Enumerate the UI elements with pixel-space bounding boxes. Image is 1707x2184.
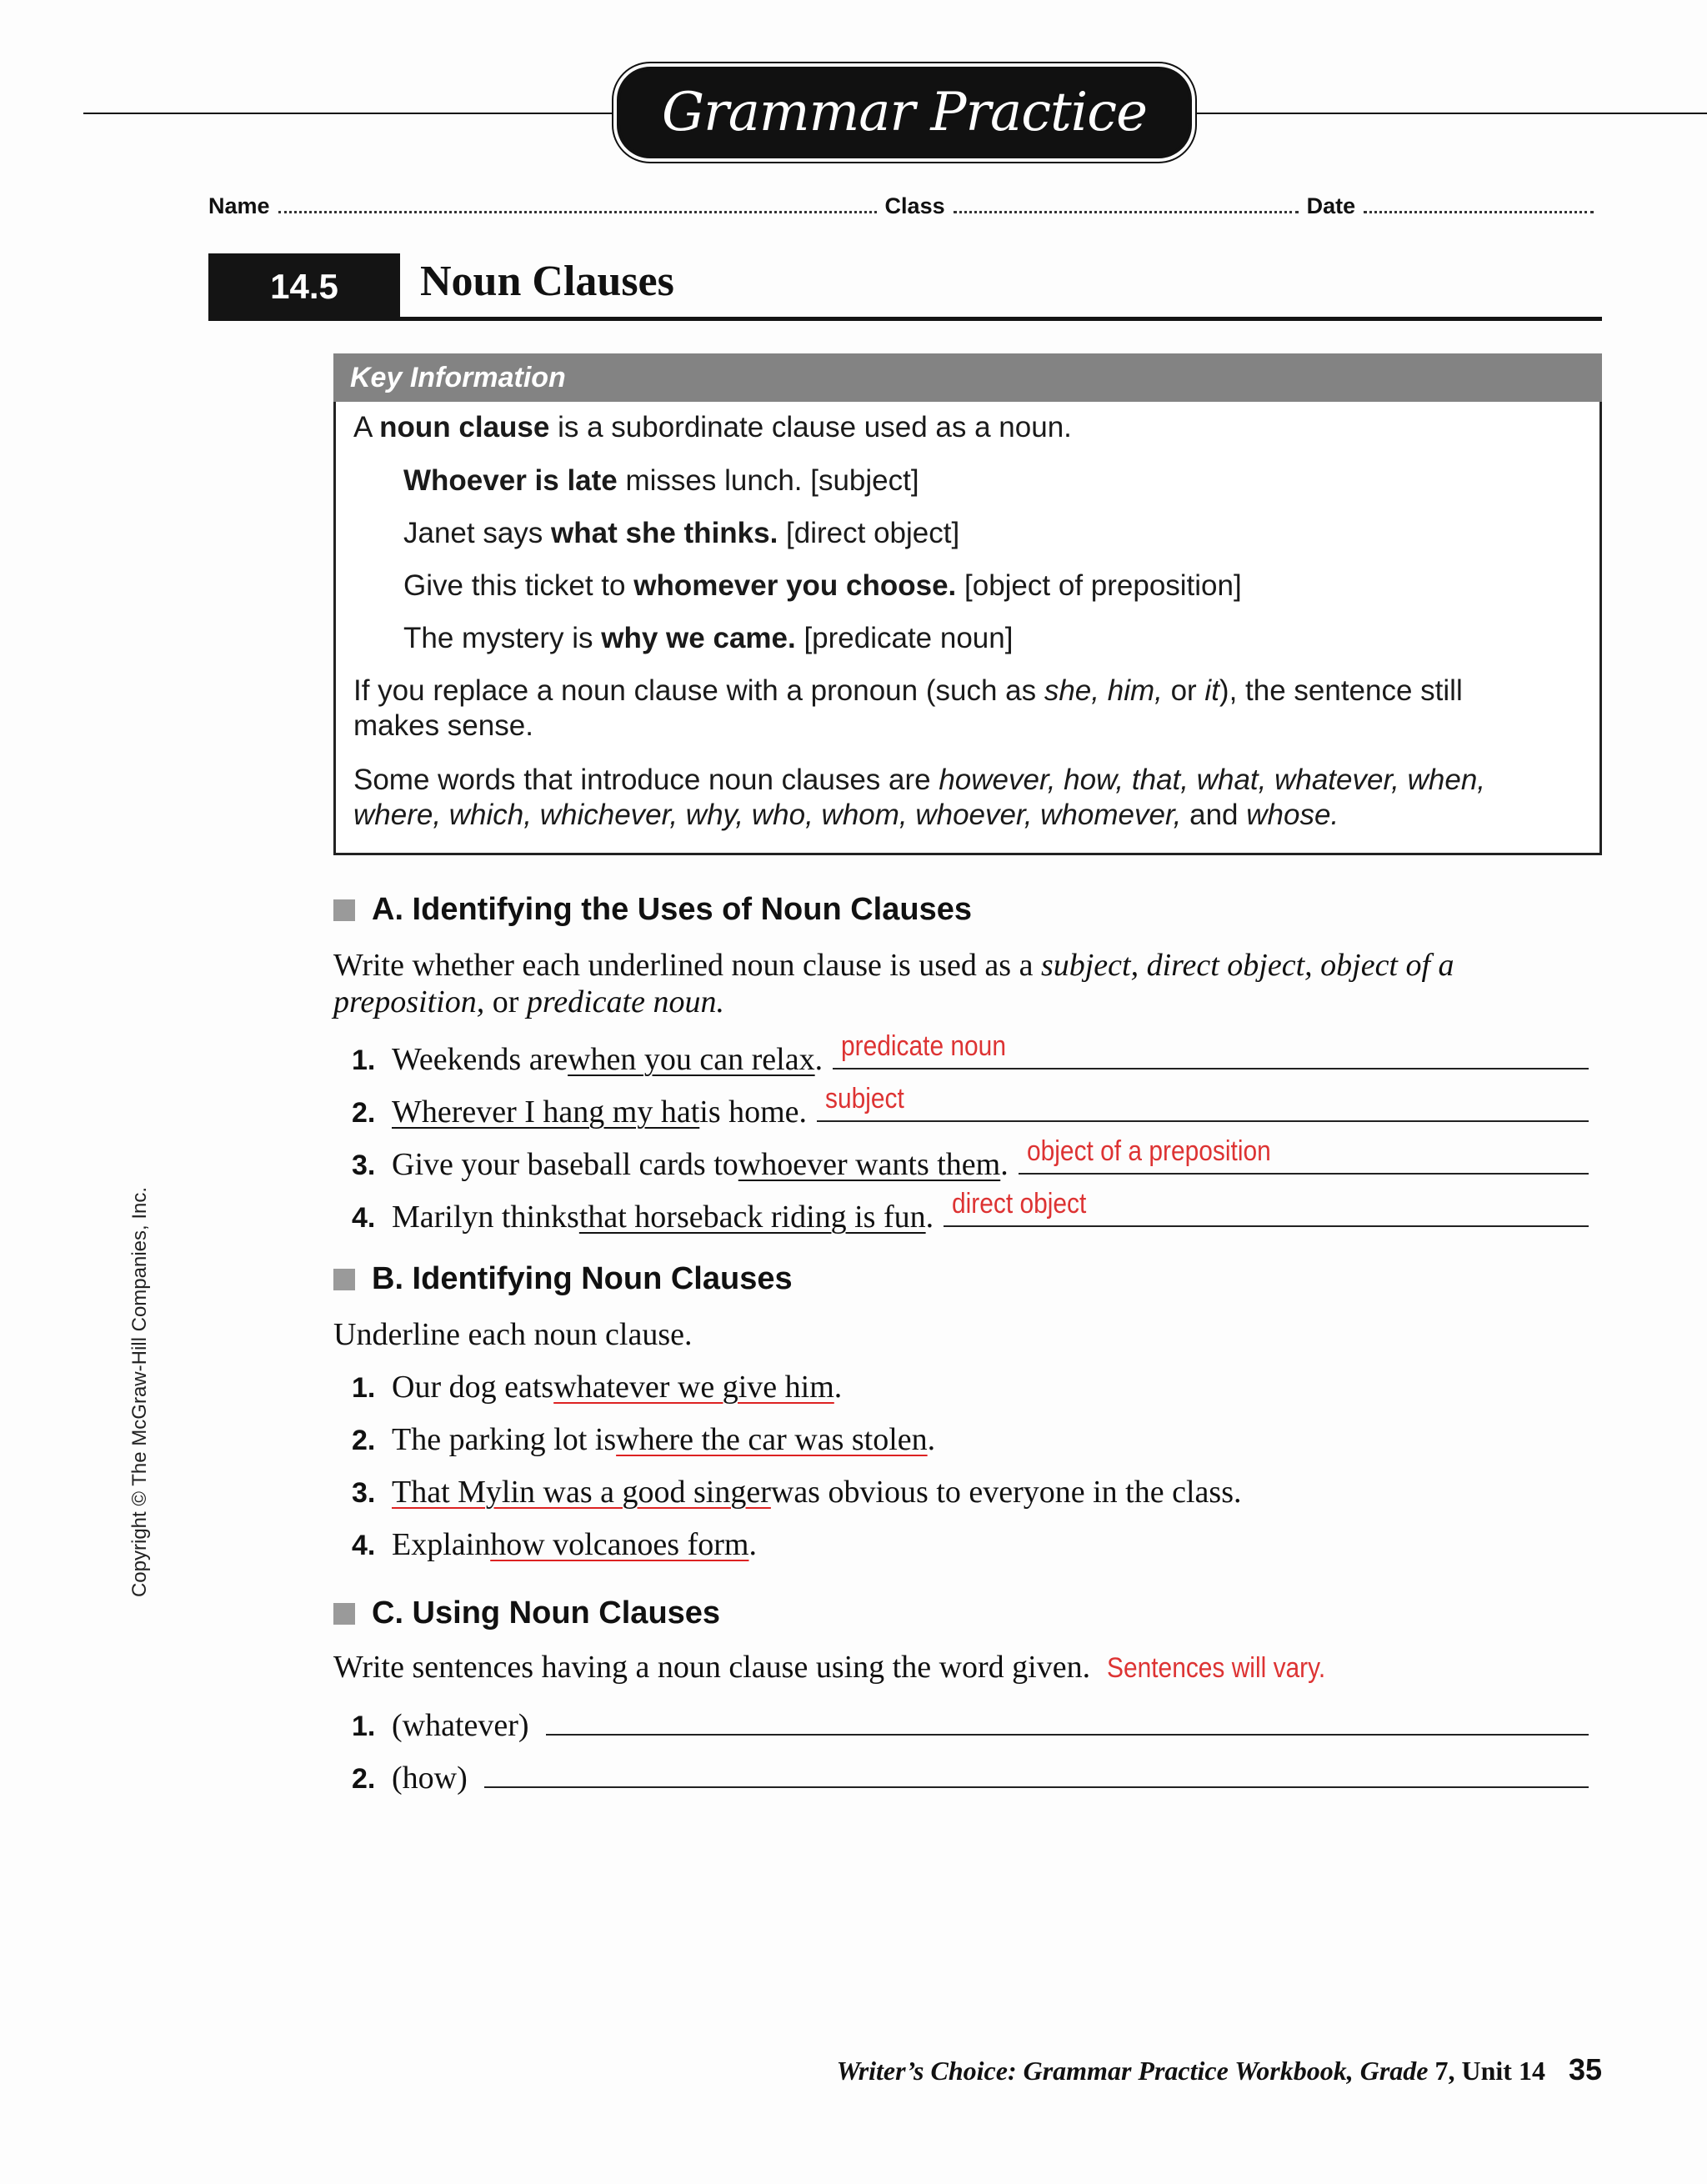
date-field[interactable] xyxy=(1364,194,1594,213)
underlined-clause: Wherever I hang my hat xyxy=(392,1095,700,1130)
text: If you replace a noun clause with a pronoun (such as xyxy=(353,674,1044,707)
text: A xyxy=(353,411,380,443)
answer-line[interactable] xyxy=(1019,1135,1589,1175)
class-field[interactable] xyxy=(954,194,1299,213)
noun-clause-underlined[interactable]: whatever we give him xyxy=(553,1370,834,1405)
item-number: 1. xyxy=(352,1372,376,1404)
answer-note: Sentences will vary. xyxy=(1106,1652,1325,1684)
banner-rule-right xyxy=(1192,113,1707,114)
key-definition xyxy=(353,410,1072,445)
text: . xyxy=(814,1042,823,1077)
text: Explain xyxy=(392,1527,491,1562)
text: Write whether each underlined noun clause is used as a xyxy=(333,948,1041,983)
text: . xyxy=(925,1200,934,1235)
section-b-heading xyxy=(333,1261,793,1297)
text: . xyxy=(833,1370,843,1405)
footer-unit: 7, Unit 14 xyxy=(1428,2056,1545,2086)
text: Weekends are xyxy=(392,1042,568,1077)
heading-text: B. Identifying Noun Clauses xyxy=(372,1261,793,1296)
item-number: 1. xyxy=(352,1711,376,1742)
lesson-title: Noun Clauses xyxy=(420,258,674,305)
answer-text: object of a preposition xyxy=(1026,1135,1271,1167)
underlined-clause: when you can relax xyxy=(568,1042,815,1077)
section-a-instructions xyxy=(333,947,1500,1020)
option: predicate noun. xyxy=(526,984,724,1019)
text: . xyxy=(927,1422,936,1457)
noun-clause-underlined[interactable]: where the car was stolen xyxy=(616,1422,928,1457)
item-number: 1. xyxy=(352,1044,376,1076)
item-number: 2. xyxy=(352,1425,376,1456)
name-label: Name xyxy=(208,193,270,218)
text: Janet says xyxy=(403,517,552,549)
text: [direct object] xyxy=(778,517,960,549)
text: . xyxy=(748,1527,757,1562)
section-a-item xyxy=(352,1030,1589,1078)
underlined-clause: that horseback riding is fun xyxy=(578,1200,926,1235)
section-c-heading xyxy=(333,1595,720,1631)
pronoun: it xyxy=(1204,674,1219,707)
section-square-icon xyxy=(333,899,355,921)
item-number: 3. xyxy=(352,1150,376,1181)
word: whose. xyxy=(1246,799,1339,831)
noun-clause-underlined[interactable]: That Mylin was a good singer xyxy=(392,1475,771,1510)
page-banner xyxy=(617,67,1192,158)
text: [object of preposition] xyxy=(956,569,1242,602)
answer-text: subject xyxy=(825,1083,904,1115)
text: misses lunch. [subject] xyxy=(617,464,919,497)
clause: why we came. xyxy=(601,622,796,654)
key-replace-note xyxy=(353,674,1554,744)
text: is a subordinate clause used as a noun. xyxy=(549,411,1072,443)
section-a-item xyxy=(352,1083,1589,1130)
copyright-notice: Copyright © The McGraw-Hill Companies, Inc. xyxy=(128,1186,151,1598)
key-example-4 xyxy=(403,621,1013,656)
section-c-item xyxy=(352,1755,1589,1796)
given-word: (how) xyxy=(392,1761,468,1796)
heading-text: A. Identifying the Uses of Noun Clauses xyxy=(372,892,972,927)
term: noun clause xyxy=(379,411,550,443)
section-b-item xyxy=(352,1421,935,1458)
item-number: 4. xyxy=(352,1202,376,1234)
lesson-number: 14.5 xyxy=(208,253,400,320)
answer-line[interactable] xyxy=(546,1702,1589,1736)
page-footer xyxy=(837,2052,1602,2087)
date-label: Date xyxy=(1306,193,1356,218)
text: was obvious to everyone in the class. xyxy=(770,1475,1242,1510)
options: subject, direct object, object of a preposition, xyxy=(333,948,1454,1019)
key-example-2 xyxy=(403,516,959,551)
text: and xyxy=(1181,799,1247,831)
name-class-date-row xyxy=(208,193,1602,219)
section-c-item xyxy=(352,1702,1589,1744)
text: Marilyn thinks xyxy=(392,1200,579,1235)
item-number: 2. xyxy=(352,1763,376,1795)
text: The mystery is xyxy=(403,622,602,654)
underlined-clause: whoever wants them xyxy=(738,1147,1001,1182)
section-a-heading xyxy=(333,892,972,928)
section-c-instructions xyxy=(333,1649,1355,1686)
answer-text: predicate noun xyxy=(841,1030,1007,1062)
text: ), the sentence still makes sense. xyxy=(353,674,1463,742)
clause: whomever you choose. xyxy=(633,569,957,602)
text: or xyxy=(484,984,527,1019)
text: is home. xyxy=(699,1095,808,1130)
footer-title: Writer’s Choice: Grammar Practice Workbook, Grade xyxy=(836,2056,1429,2086)
answer-line[interactable] xyxy=(817,1083,1589,1122)
answer-text: direct object xyxy=(952,1188,1087,1220)
given-word: (whatever) xyxy=(392,1708,529,1743)
class-label: Class xyxy=(884,193,945,218)
key-example-3 xyxy=(403,569,1242,604)
answer-line[interactable] xyxy=(833,1030,1589,1069)
text: The parking lot is xyxy=(392,1422,617,1457)
section-square-icon xyxy=(333,1603,355,1625)
section-square-icon xyxy=(333,1269,355,1290)
item-number: 4. xyxy=(352,1530,376,1561)
page-number: 35 xyxy=(1568,2052,1602,2086)
section-a-item xyxy=(352,1135,1589,1183)
item-number: 3. xyxy=(352,1477,376,1509)
text: Give this ticket to xyxy=(403,569,634,602)
banner-title: Grammar Practice xyxy=(662,82,1147,143)
lesson-rule xyxy=(208,317,1602,321)
pronouns: she, him, xyxy=(1044,674,1163,707)
text: or xyxy=(1162,674,1205,707)
name-field[interactable] xyxy=(278,194,877,213)
section-a-item xyxy=(352,1188,1589,1235)
text: [predicate noun] xyxy=(795,622,1014,654)
text: Write sentences having a noun clause using the word given. xyxy=(333,1650,1091,1685)
heading-text: C. Using Noun Clauses xyxy=(372,1595,721,1630)
section-b-item xyxy=(352,1369,842,1405)
text: . xyxy=(1000,1147,1009,1182)
words: however, how, that, what, whatever, when, where, which, whichever, why, who, whom, whoever, whomever, xyxy=(353,764,1486,831)
answer-line[interactable] xyxy=(944,1188,1589,1227)
item-number: 2. xyxy=(352,1097,376,1129)
section-b-item xyxy=(352,1474,1241,1510)
text: Some words that introduce noun clauses are xyxy=(353,764,939,796)
text: Give your baseball cards to xyxy=(392,1147,738,1182)
clause: Whoever is late xyxy=(403,464,618,497)
key-example-1 xyxy=(403,463,919,498)
key-intro-words xyxy=(353,763,1554,833)
clause: what she thinks. xyxy=(551,517,778,549)
noun-clause-underlined[interactable]: how volcanoes form xyxy=(490,1527,749,1562)
section-b-item xyxy=(352,1526,757,1563)
text: Our dog eats xyxy=(392,1370,554,1405)
key-information-heading: Key Information xyxy=(333,353,1602,402)
answer-line[interactable] xyxy=(484,1755,1589,1788)
section-b-instructions: Underline each noun clause. xyxy=(333,1317,693,1352)
banner-rule-left xyxy=(83,113,621,114)
